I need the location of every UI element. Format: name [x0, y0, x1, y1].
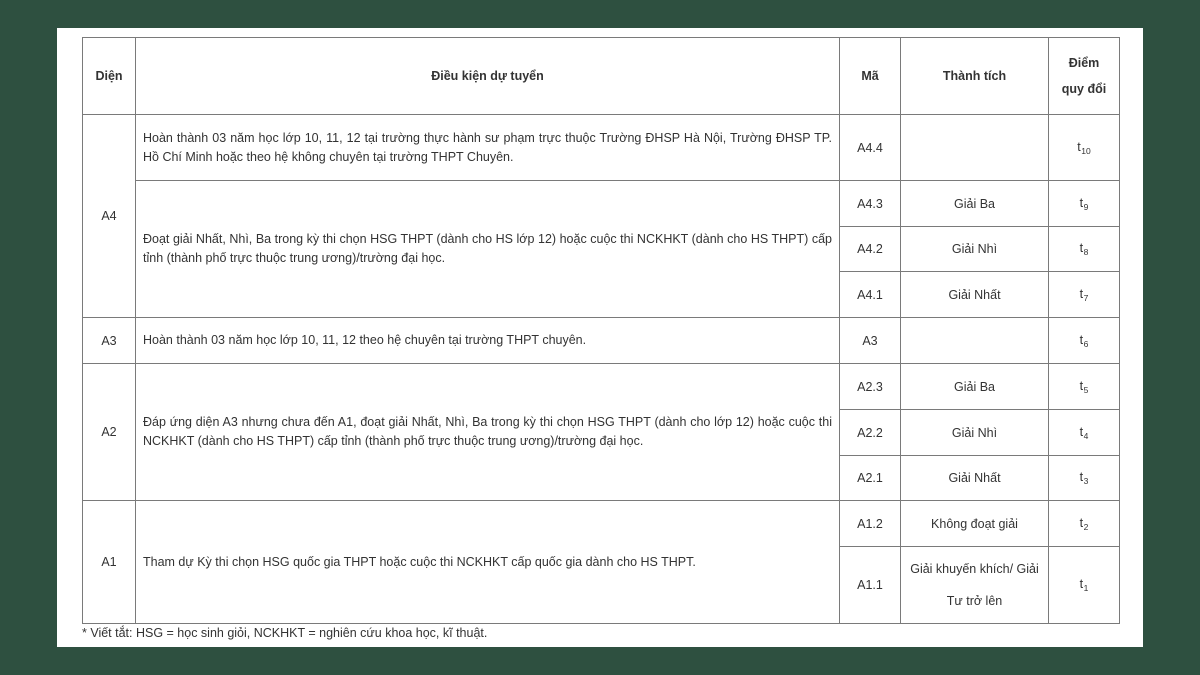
table-row — [83, 115, 1120, 181]
diem-cell — [1049, 364, 1120, 410]
diem-base: t — [1079, 424, 1084, 439]
ma-cell: A4.2 — [840, 227, 901, 272]
thanh-tich-cell — [901, 318, 1049, 364]
thanh-tich-cell: Giải khuyến khích/ Giải Tư trở lên — [901, 547, 1049, 624]
diem-cell — [1049, 410, 1120, 456]
thanh-tich-cell: Giải Nhất — [901, 456, 1049, 501]
header-dien: Diện — [83, 38, 136, 115]
condition-cell: Hoàn thành 03 năm học lớp 10, 11, 12 theo hệ chuyên tại trường THPT chuyên. — [136, 318, 840, 364]
admission-table — [82, 37, 1120, 624]
diem-cell — [1049, 115, 1120, 181]
thanh-tich-cell: Giải Nhất — [901, 272, 1049, 318]
thanh-tich-cell: Không đoạt giải — [901, 501, 1049, 547]
dien-cell: A2 — [83, 364, 136, 501]
diem-cell — [1049, 318, 1120, 364]
diem-cell — [1049, 547, 1120, 624]
diem-subscript: 2 — [1083, 521, 1089, 532]
diem-cell — [1049, 456, 1120, 501]
diem-subscript: 8 — [1083, 247, 1089, 257]
condition-cell: Đáp ứng diện A3 nhưng chưa đến A1, đoạt giải Nhất, Nhì, Ba trong kỳ thi chọn HSG THPT (dành cho lớp 12) hoặc cuộc thi NCKHKT (dành cho HS THPT) cấp tỉnh (thành phố trực thuộc trung ương)/trường đại học. — [136, 364, 840, 501]
ma-cell: A2.1 — [840, 456, 901, 501]
header-diem-line2: quy đổi — [1061, 82, 1107, 96]
diem-base: t — [1079, 470, 1084, 484]
header-diem-line1: Điểm — [1068, 56, 1100, 70]
ma-cell: A2.2 — [840, 410, 901, 456]
diem-base: t — [1079, 332, 1084, 347]
table-row — [83, 364, 1120, 410]
diem-base: t — [1079, 378, 1084, 393]
dien-cell: A3 — [83, 318, 136, 364]
document-panel — [57, 28, 1143, 647]
dien-cell: A1 — [83, 501, 136, 624]
diem-base: t — [1079, 195, 1084, 210]
ma-cell: A4.3 — [840, 181, 901, 227]
ma-cell: A4.1 — [840, 272, 901, 318]
thanh-tich-cell: Giải Nhì — [901, 227, 1049, 272]
diem-base: t — [1077, 139, 1081, 154]
thanh-tich-cell — [901, 115, 1049, 181]
ma-cell: A4.4 — [840, 115, 901, 181]
diem-subscript: 4 — [1083, 430, 1089, 441]
thanh-tich-cell: Giải Ba — [901, 181, 1049, 227]
diem-subscript: 7 — [1083, 292, 1089, 303]
diem-subscript: 9 — [1083, 201, 1089, 212]
diem-subscript: 1 — [1083, 583, 1089, 593]
ma-cell: A3 — [840, 318, 901, 364]
table-row — [83, 181, 1120, 227]
diem-subscript: 3 — [1083, 476, 1089, 486]
header-ma: Mã — [840, 38, 901, 115]
condition-cell: Đoạt giải Nhất, Nhì, Ba trong kỳ thi chọn HSG THPT (dành cho HS lớp 12) hoặc cuộc thi NCKHKT (dành cho HS THPT) cấp tỉnh (thành phố trực thuộc trung ương)/trường đại học. — [136, 181, 840, 318]
thanh-tich-cell: Giải Nhì — [901, 410, 1049, 456]
ma-cell: A1.1 — [840, 547, 901, 624]
diem-base: t — [1079, 286, 1084, 301]
condition-cell: Tham dự Kỳ thi chọn HSG quốc gia THPT hoặc cuộc thi NCKHKT cấp quốc gia dành cho HS THPT. — [136, 501, 840, 624]
footnote: * Viết tắt: HSG = học sinh giỏi, NCKHKT = nghiên cứu khoa học, kĩ thuật. — [82, 626, 488, 640]
thanh-tich-cell: Giải Ba — [901, 364, 1049, 410]
diem-subscript: 6 — [1083, 338, 1089, 349]
header-row — [83, 38, 1120, 115]
dien-cell: A4 — [83, 115, 136, 318]
diem-cell — [1049, 501, 1120, 547]
diem-subscript: 5 — [1083, 384, 1089, 395]
ma-cell: A2.3 — [840, 364, 901, 410]
header-thanh-tich: Thành tích — [901, 38, 1049, 115]
condition-cell: Hoàn thành 03 năm học lớp 10, 11, 12 tại trường thực hành sư phạm trực thuộc Trường ĐHSP Hà Nội, Trường ĐHSP TP. Hồ Chí Minh hoặc theo hệ không chuyên tại trường THPT Chuyên. — [136, 115, 840, 181]
table-row — [83, 318, 1120, 364]
table-row — [83, 501, 1120, 547]
diem-cell — [1049, 227, 1120, 272]
diem-cell — [1049, 181, 1120, 227]
diem-base: t — [1079, 577, 1084, 591]
header-diem — [1049, 38, 1120, 115]
diem-subscript: 10 — [1081, 145, 1091, 156]
diem-base: t — [1079, 515, 1084, 530]
header-dieu-kien: Điều kiện dự tuyển — [136, 38, 840, 115]
diem-cell — [1049, 272, 1120, 318]
ma-cell: A1.2 — [840, 501, 901, 547]
diem-base: t — [1079, 241, 1084, 255]
